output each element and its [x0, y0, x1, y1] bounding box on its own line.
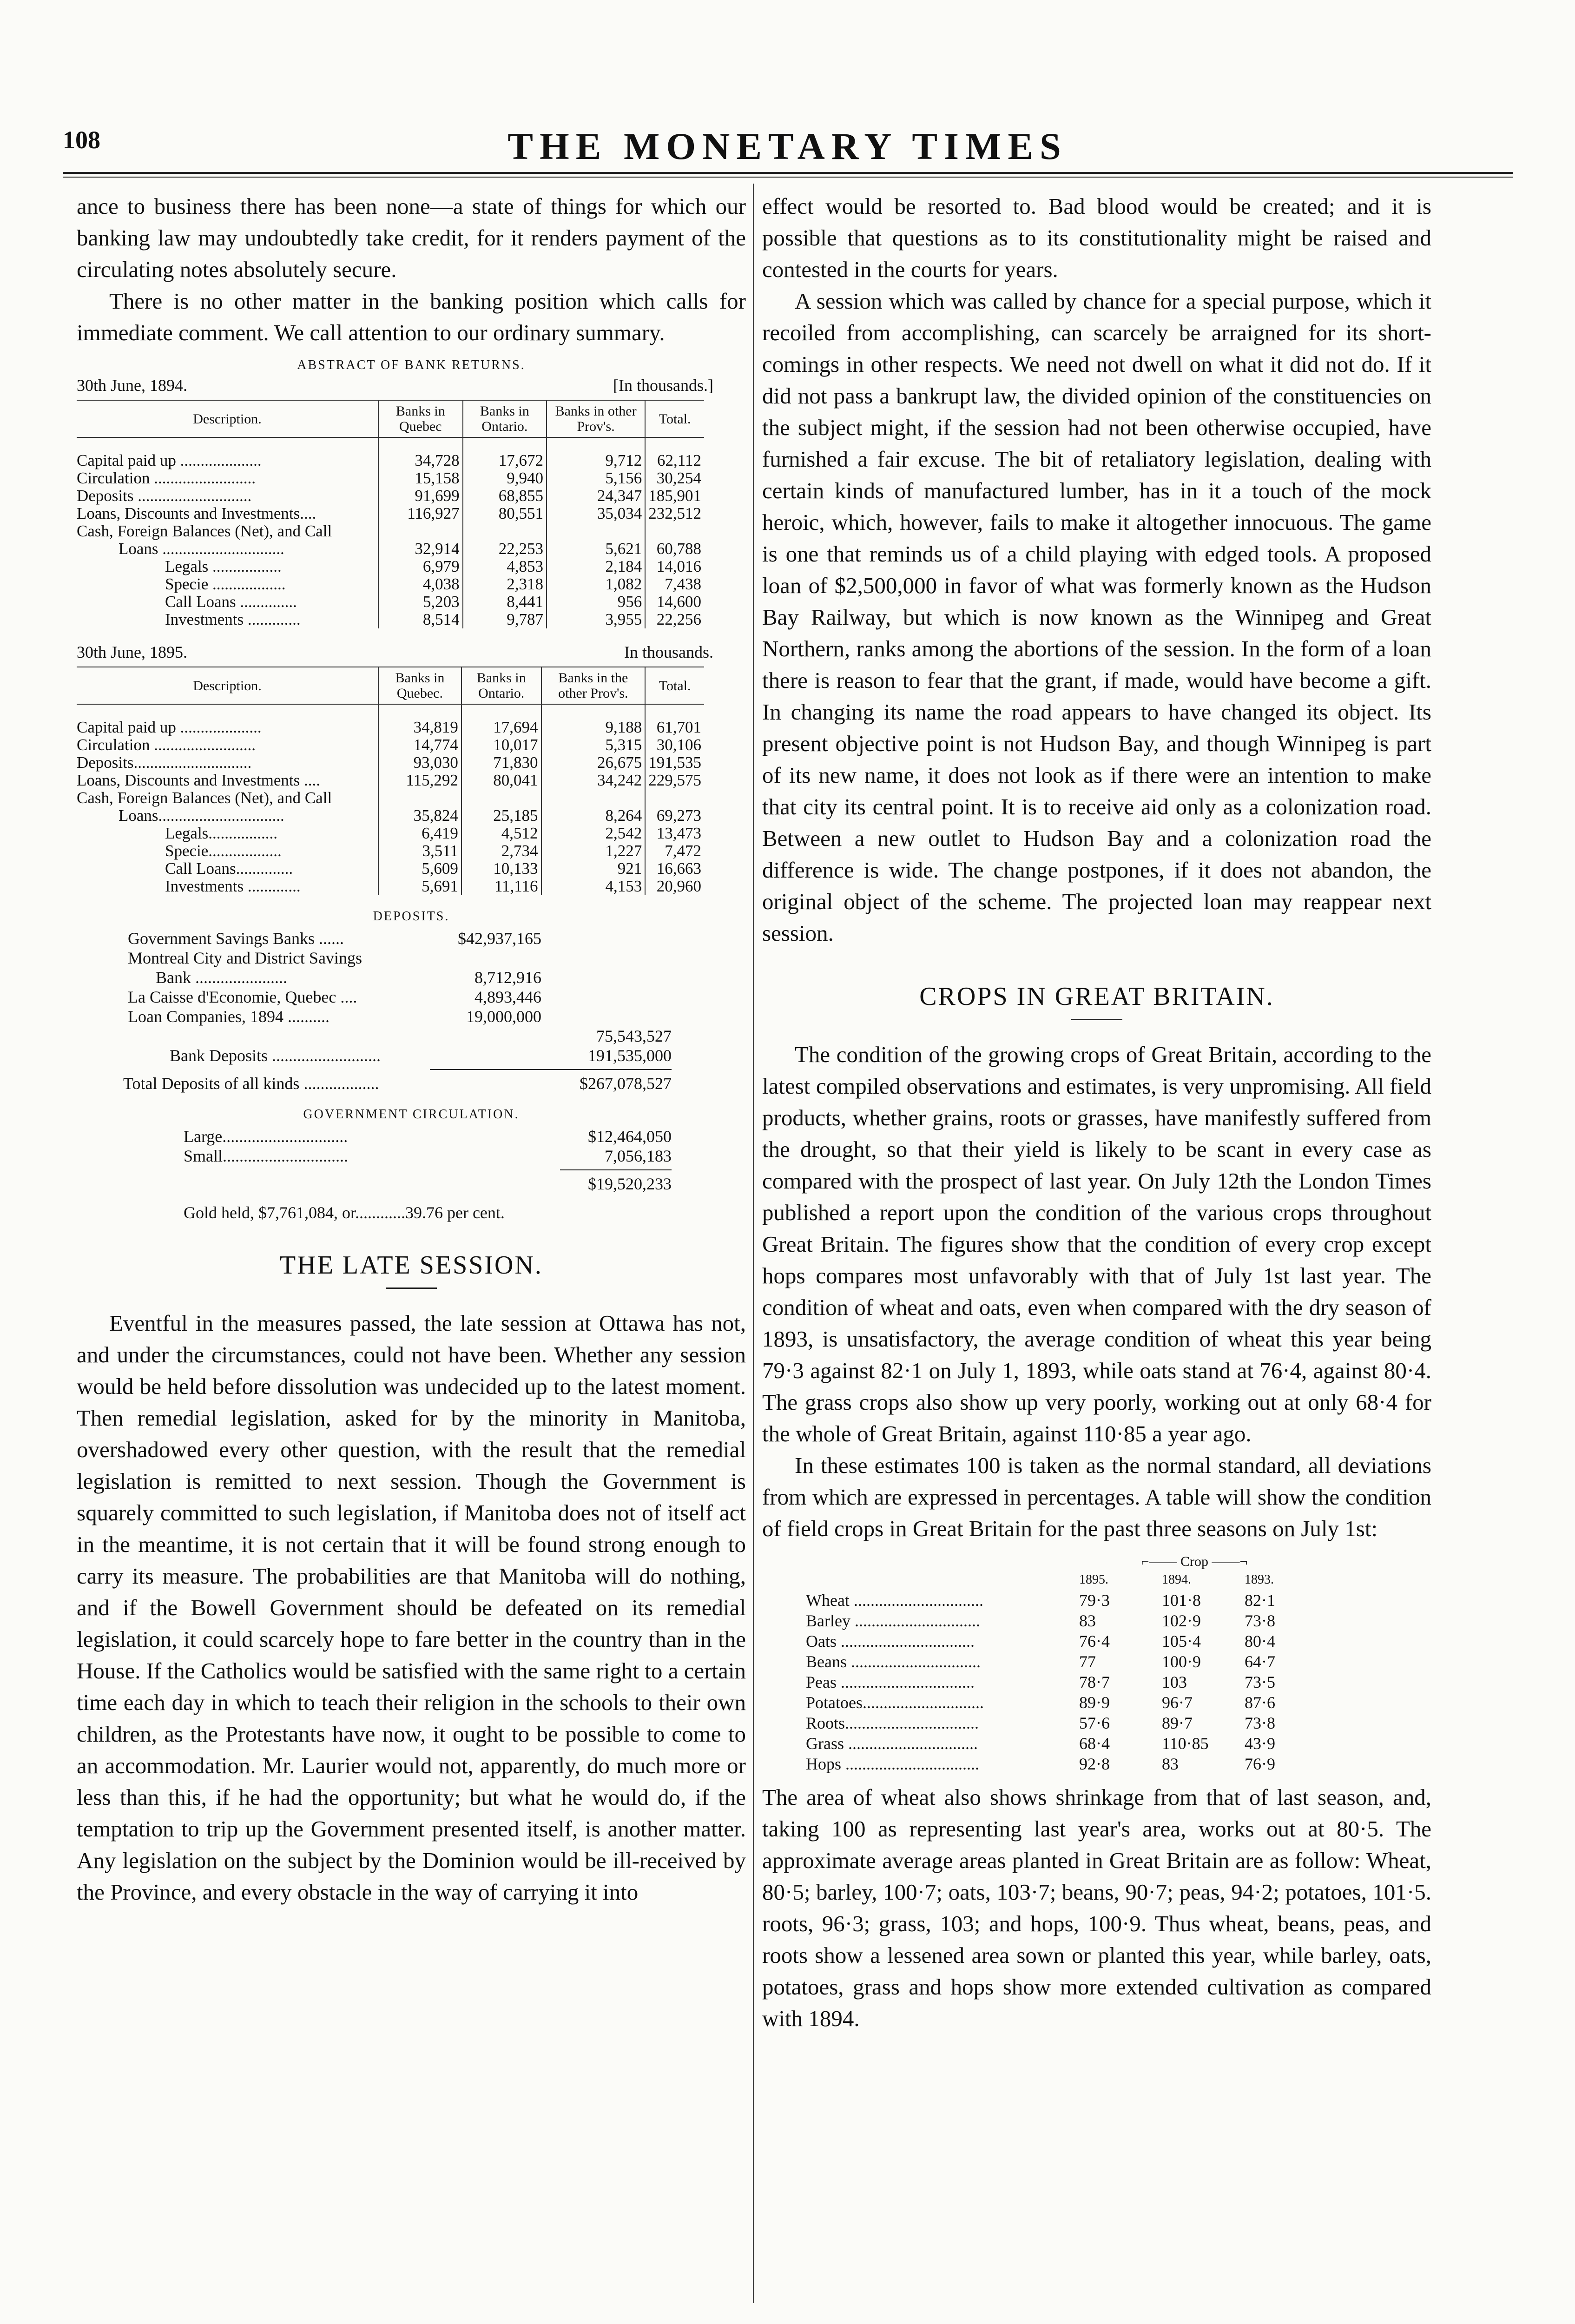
circulation-rule: [560, 1169, 672, 1170]
crop-value: 68·4: [1079, 1734, 1110, 1753]
table-row: [77, 860, 704, 878]
deposit-row: [77, 1046, 746, 1065]
crop-year: 1895.: [1079, 1572, 1108, 1587]
row-label: Deposits.............................: [77, 753, 252, 772]
row-value: 9,940: [463, 469, 547, 487]
crop-value: 83: [1079, 1611, 1096, 1630]
deposit-subtotal: [541, 987, 672, 1007]
table-header-cell: Banks in the other Prov's.: [541, 667, 646, 704]
row-value: 4,153: [541, 878, 646, 895]
circulation-list: [77, 1127, 746, 1166]
deposit-label: Government Savings Banks ......: [128, 929, 344, 948]
table-row: [77, 789, 704, 807]
table1-date-row: [77, 376, 746, 395]
table-row: [77, 611, 704, 628]
header-rule: [63, 172, 1513, 174]
row-value: 35,034: [547, 505, 645, 522]
row-value: 80,041: [461, 772, 541, 789]
table-row: [77, 754, 704, 772]
row-value: 5,315: [541, 736, 646, 754]
row-value: 1,227: [541, 842, 646, 860]
crop-value: 73·8: [1245, 1714, 1275, 1732]
row-value: 68,855: [463, 487, 547, 505]
row-value: 24,347: [547, 487, 645, 505]
row-label: Capital paid up ....................: [77, 718, 262, 736]
table-header-cell: Total.: [645, 400, 704, 437]
crop-name: Beans ...............................: [806, 1652, 981, 1671]
row-value: 20,960: [645, 878, 704, 895]
row-value: 17,694: [461, 719, 541, 736]
bank-returns-1895: [77, 667, 704, 895]
crop-value: 73·5: [1245, 1673, 1275, 1691]
deposit-row: [77, 1007, 746, 1026]
crop-value: 92·8: [1079, 1755, 1110, 1773]
row-value: 14,774: [378, 736, 461, 754]
deposit-subtotal: 191,535,000: [588, 1046, 672, 1065]
row-value: [547, 522, 645, 540]
title-rule: [386, 1287, 437, 1289]
table-row: [77, 593, 704, 611]
row-label: Loans, Discounts and Investments....: [77, 504, 316, 522]
crop-name: Barley ..............................: [806, 1611, 980, 1630]
row-value: 9,188: [541, 719, 646, 736]
table1-date: 30th June, 1894.: [77, 376, 187, 395]
row-value: 7,472: [645, 842, 704, 860]
row-value: 32,914: [378, 540, 463, 558]
intro-para-1: ance to business there has been none—a state of things for which our banking law may undoubtedly take credit, for it renders payment of the circulating notes absolutely secure.: [77, 193, 746, 282]
row-value: 10,133: [461, 860, 541, 878]
table-header-cell: Banks in Ontario.: [461, 667, 541, 704]
crop-name: Wheat ...............................: [806, 1591, 983, 1610]
deposits-total-label: Total Deposits of all kinds ..................: [123, 1074, 379, 1093]
row-value: 17,672: [463, 452, 547, 469]
table2-date: 30th June, 1895.: [77, 643, 187, 661]
row-label: Circulation .........................: [77, 469, 256, 487]
deposit-amount: $42,937,165: [458, 929, 541, 948]
table-row: [77, 825, 704, 842]
crops-para-3: The area of wheat also shows shrinkage from that of last season, and, taking 100 as representing last year's area, works out at 80·5. The approximate average areas planted in Great Britain are as follow: Wheat, 80·5; barley, 100·7; oats, 103·7; beans, 90·7; peas, 94·2; potatoes, 101·5. roots, 96·3; grass, 103; and hops, 100·9. Thus wheat, beans, peas, and roots show a lessened area sown or planted this year, while barley, oats, potatoes, grass and hops show more extended cultivation as compared with 1894.: [762, 1784, 1431, 2031]
row-value: 26,675: [541, 754, 646, 772]
deposit-row: [77, 968, 746, 987]
row-value: 956: [547, 593, 645, 611]
row-value: 2,318: [463, 575, 547, 593]
row-label: Call Loans..............: [165, 859, 293, 878]
row-value: 2,184: [547, 558, 645, 575]
circulation-row: [77, 1146, 746, 1166]
table-row: [77, 452, 704, 469]
row-value: [541, 789, 646, 807]
row-value: 61,701: [645, 719, 704, 736]
crop-value: 83: [1162, 1755, 1179, 1773]
crop-value: 103: [1162, 1673, 1187, 1691]
crop-value: 110·85: [1162, 1734, 1209, 1753]
header-rule-thin: [63, 177, 1513, 178]
table-row: [77, 807, 704, 825]
deposit-label: La Caisse d'Economie, Quebec ....: [128, 988, 357, 1006]
table2-date-row: [77, 642, 746, 662]
row-value: 80,551: [463, 505, 547, 522]
crop-name: Grass ...............................: [806, 1734, 978, 1753]
deposits-list: [77, 929, 746, 1065]
deposits-total-value: $267,078,527: [580, 1074, 672, 1093]
row-value: 185,901: [645, 487, 704, 505]
crop-year: 1893.: [1245, 1572, 1274, 1587]
table-row: [77, 487, 704, 505]
row-label: Investments .............: [165, 877, 301, 895]
circulation-label: Small..............................: [184, 1147, 349, 1165]
crop-value: 80·4: [1245, 1632, 1275, 1651]
crop-value: 76·9: [1245, 1755, 1275, 1773]
crop-row: [799, 1611, 1321, 1631]
row-value: 93,030: [378, 754, 461, 772]
crop-value: 101·8: [1162, 1591, 1201, 1610]
row-label: Capital paid up ....................: [77, 451, 262, 469]
crop-value: 79·3: [1079, 1591, 1110, 1610]
row-value: 229,575: [645, 772, 704, 789]
crops-para-2: In these estimates 100 is taken as the normal standard, all deviations from which are expressed in percentages. A table will show the condition of field crops in Great Britain for the past three seasons on July 1st:: [762, 1452, 1431, 1541]
row-value: 8,514: [378, 611, 463, 628]
row-value: [461, 789, 541, 807]
row-value: 7,438: [645, 575, 704, 593]
crop-row: [799, 1733, 1321, 1754]
deposit-label: Montreal City and District Savings: [128, 949, 362, 967]
row-value: 30,106: [645, 736, 704, 754]
row-value: 9,787: [463, 611, 547, 628]
deposit-amount: [430, 1026, 541, 1046]
table-header-cell: Description.: [77, 667, 378, 704]
row-label: Loans, Discounts and Investments ....: [77, 771, 320, 789]
table1-note: [In thousands.]: [613, 376, 713, 395]
deposit-subtotal: [541, 1007, 672, 1026]
row-label: Legals .................: [165, 557, 282, 575]
row-value: 1,082: [547, 575, 645, 593]
deposit-amount: [430, 1046, 541, 1065]
row-value: [378, 522, 463, 540]
crop-label: Crop: [1180, 1554, 1208, 1569]
crops-title-rule: [1071, 1019, 1122, 1020]
row-label: Circulation .........................: [77, 736, 256, 754]
row-value: 16,663: [645, 860, 704, 878]
crop-value: 102·9: [1162, 1611, 1201, 1630]
crop-value: 77: [1079, 1652, 1096, 1671]
row-value: 34,819: [378, 719, 461, 736]
crop-value: 57·6: [1079, 1714, 1110, 1732]
deposits-total-row: [77, 1074, 746, 1093]
abstract-caption: ABSTRACT OF BANK RETURNS.: [297, 358, 526, 372]
column-divider: [753, 184, 754, 2303]
gold-held: Gold held, $7,761,084, or............39.76 per cent.: [184, 1203, 505, 1222]
deposit-subtotal: 75,543,527: [596, 1027, 672, 1045]
deposit-amount: 8,712,916: [474, 968, 541, 987]
row-value: [463, 522, 547, 540]
row-value: 30,254: [645, 469, 704, 487]
row-value: 5,203: [378, 593, 463, 611]
deposit-label: Loan Companies, 1894 ..........: [128, 1007, 329, 1026]
circulation-value: 7,056,183: [605, 1147, 672, 1165]
table-row: [77, 719, 704, 736]
deposits-rule: [430, 1069, 672, 1070]
crop-row: [799, 1672, 1321, 1692]
row-value: 14,016: [645, 558, 704, 575]
crops-para-1: The condition of the growing crops of Great Britain, according to the latest compiled observations and estimates, is very unpromising. All field products, whether grains, roots or grasses, have manifestly suffered from the drought, so that their yield is likely to be scant in every case as compared with the prospect of last year. On July 12th the London Times published a report upon the condition of the various crops throughout Great Britain. The figures show that the condition of every crop except hops compares most unfavorably with that of July 1st last year. The condition of wheat and oats, even when compared with the dry season of 1893, is unsatisfactory, the average condition of wheat this year being 79·3 against 82·1 on July 1, 1893, while oats stand at 76·4, against 80·4. The grass crops also show up very poorly, working out at only 68·4 for the whole of Great Britain, against 110·85 a year ago.: [762, 1042, 1431, 1446]
late-session-title: THE LATE SESSION.: [280, 1251, 543, 1280]
crops-title: CROPS IN GREAT BRITAIN.: [919, 982, 1274, 1011]
continuation-text: effect would be resorted to. Bad blood would be created; and it is possible that questions as to its constitutionality might be raised and contested in the courts for years.: [762, 193, 1431, 282]
page-number: 108: [63, 126, 100, 154]
crop-name: Oats ................................: [806, 1632, 975, 1651]
row-value: 62,112: [645, 452, 704, 469]
row-value: 4,853: [463, 558, 547, 575]
bank-returns-1894: [77, 400, 704, 628]
deposit-subtotal: [541, 929, 672, 948]
deposit-label: Bank Deposits ..........................: [170, 1046, 381, 1065]
circulation-sum: $19,520,233: [588, 1175, 672, 1193]
table-row: [77, 522, 704, 540]
crop-value: 89·9: [1079, 1693, 1110, 1712]
crop-value: 105·4: [1162, 1632, 1201, 1651]
row-value: 25,185: [461, 807, 541, 825]
row-value: 921: [541, 860, 646, 878]
row-label: Cash, Foreign Balances (Net), and Call: [77, 522, 332, 540]
table-row: [77, 878, 704, 895]
row-value: 115,292: [378, 772, 461, 789]
crop-value: 43·9: [1245, 1734, 1275, 1753]
crop-name: Potatoes.............................: [806, 1693, 984, 1712]
table-row: [77, 540, 704, 558]
circulation-value: $12,464,050: [588, 1127, 672, 1146]
row-value: 191,535: [645, 754, 704, 772]
crop-value: 82·1: [1245, 1591, 1275, 1610]
row-label: Cash, Foreign Balances (Net), and Call: [77, 789, 332, 807]
late-session-text: Eventful in the measures passed, the late session at Ottawa has not, and under the circumstances, could not have been. Whether any session would be held before dissolution was undecided up to the latest moment. Then remedial legislation, asked for by the minority in Manitoba, overshadowed every other question, with the result that the remedial legislation is remitted to next session. Though the Government is squarely committed to such legislation, if Manitoba does not of itself act in the meantime, it is not certain that it will be found strong enough to carry its measure. The probabilities are that Manitoba will do nothing, and if the Bowell Government should be defeated on its remedial legislation, it could scarcely hope to fare better in the country than in the House. If the Catholics would be satisfied with the same right to a certain time each day in which to teach their religion in the schools to their own children, as the Protestants have now, it ought to be possible to come to an accommodation. Mr. Laurier would not, apparently, do much more or less than this, if he had the opportunity; but what he would do, if the temptation to trip up the Government presented itself, is another matter. Any legislation on the subject by the Dominion would be ill-received by the Province, and every obstacle in the way of carrying it into: [77, 1310, 746, 1905]
crop-row: [799, 1651, 1321, 1672]
row-value: 4,038: [378, 575, 463, 593]
crop-value: 64·7: [1245, 1652, 1275, 1671]
row-label: Deposits ............................: [77, 487, 252, 505]
crop-row: [799, 1631, 1321, 1651]
row-value: 116,927: [378, 505, 463, 522]
deposit-row: [77, 948, 746, 968]
row-value: 71,830: [461, 754, 541, 772]
row-label: Specie..................: [165, 842, 282, 860]
deposit-subtotal: [541, 948, 672, 968]
row-label: Loans...............................: [119, 806, 284, 825]
right-column: [762, 191, 1431, 2034]
row-value: 10,017: [461, 736, 541, 754]
deposits-heading: DEPOSITS.: [373, 909, 450, 924]
row-value: [378, 789, 461, 807]
row-label: Legals.................: [165, 824, 278, 842]
table-header-cell: Total.: [645, 667, 704, 704]
circulation-heading: GOVERNMENT CIRCULATION.: [303, 1107, 520, 1122]
table-header-cell: Banks in Ontario.: [463, 400, 547, 437]
row-value: 22,253: [463, 540, 547, 558]
table-row: [77, 469, 704, 487]
row-value: 69,273: [645, 807, 704, 825]
table-header-cell: Banks in Quebec.: [378, 667, 461, 704]
row-value: 11,116: [461, 878, 541, 895]
crop-value: 76·4: [1079, 1632, 1110, 1651]
table-header-cell: Description.: [77, 400, 378, 437]
row-value: 22,256: [645, 611, 704, 628]
row-value: 13,473: [645, 825, 704, 842]
row-value: [645, 522, 704, 540]
crop-value: 96·7: [1162, 1693, 1193, 1712]
table-row: [77, 842, 704, 860]
row-value: 60,788: [645, 540, 704, 558]
row-value: [645, 789, 704, 807]
row-value: 8,441: [463, 593, 547, 611]
row-label: Specie ..................: [165, 575, 286, 593]
crop-value: 89·7: [1162, 1714, 1193, 1732]
table-row: [77, 575, 704, 593]
circulation-sum-row: [77, 1174, 746, 1194]
table-row: [77, 772, 704, 789]
table-row: [77, 736, 704, 754]
left-column: [77, 191, 746, 1908]
crop-value: 73·8: [1245, 1611, 1275, 1630]
row-value: 9,712: [547, 452, 645, 469]
crop-row: [799, 1590, 1321, 1611]
row-label: Call Loans ..............: [165, 593, 297, 611]
row-value: 8,264: [541, 807, 646, 825]
row-label: Investments .............: [165, 610, 301, 628]
row-value: 2,734: [461, 842, 541, 860]
gold-held-row: [77, 1203, 746, 1222]
circulation-row: [77, 1127, 746, 1146]
row-value: 35,824: [378, 807, 461, 825]
row-label: Loans ..............................: [119, 540, 284, 558]
crop-group-label: ⌐—— Crop ——¬: [1141, 1554, 1248, 1569]
row-value: 6,979: [378, 558, 463, 575]
crop-name: Hops ................................: [806, 1755, 980, 1773]
row-value: 34,242: [541, 772, 646, 789]
table-header-cell: Banks in other Prov's.: [547, 400, 645, 437]
intro-para-2: There is no other matter in the banking position which calls for immediate comment. We call attention to our ordinary summary.: [77, 288, 746, 345]
row-value: 2,542: [541, 825, 646, 842]
deposit-label: Bank ......................: [156, 968, 287, 987]
crop-condition-table: [799, 1570, 1321, 1774]
row-value: 5,156: [547, 469, 645, 487]
crop-value: 100·9: [1162, 1652, 1201, 1671]
row-value: 5,621: [547, 540, 645, 558]
crop-row: [799, 1713, 1321, 1733]
crop-year: 1894.: [1162, 1572, 1191, 1587]
deposit-row: [77, 987, 746, 1007]
circulation-label: Large..............................: [184, 1127, 348, 1146]
row-value: 232,512: [645, 505, 704, 522]
session-paragraph: A session which was called by chance for a special purpose, which it recoiled from accomplishing, can scarcely be arraigned for its short-comings in other respects. We need not dwell on what it did not do. If it did not pass a bankrupt law, the divided opinion of the constituencies on the subject might, if the session had not been otherwise occupied, have furnished a fair excuse. The bit of retaliatory legislation, dealing with certain kinds of manufactured lumber, has in it a touch of the mock heroic, which, however, fails to make it altogether innocuous. The game is one that reminds us of a child playing with edged tools. A proposed loan of $2,500,000 in favor of what was formerly known as the Hudson Bay Railway, but which is now known as the Winnipeg and Great Northern, ranks among the abortions of the session. In the form of a loan there is reason to fear that the grant, if made, would have become a gift. In changing its name the road appears to have changed its object. Its present objective point is not Hudson Bay, and though Winnipeg is part of its new name, it does not look as if there were an intention to make that city its central point. It is to receive aid only as a colonization road. Between a new outlet to Hudson Bay and a colonization road the difference is wide. The change postpones, if it does not abandon, the original object of the scheme. The projected loan may reappear next session.: [762, 288, 1431, 946]
row-value: 15,158: [378, 469, 463, 487]
deposit-amount: 19,000,000: [466, 1007, 541, 1026]
deposit-amount: [430, 948, 541, 968]
table-row: [77, 558, 704, 575]
crop-value: 78·7: [1079, 1673, 1110, 1691]
table2-note: In thousands.: [624, 643, 713, 661]
crop-row: [799, 1754, 1321, 1774]
crop-name: Roots................................: [806, 1714, 979, 1732]
row-value: 91,699: [378, 487, 463, 505]
table-row: [77, 505, 704, 522]
masthead: THE MONETARY TIMES: [507, 125, 1068, 167]
row-value: 5,691: [378, 878, 461, 895]
deposit-label: [77, 1026, 430, 1046]
row-value: 34,728: [378, 452, 463, 469]
row-value: 3,955: [547, 611, 645, 628]
row-value: 6,419: [378, 825, 461, 842]
deposit-subtotal: [541, 968, 672, 987]
crop-row: [799, 1692, 1321, 1713]
table-header-cell: Banks in Quebec: [378, 400, 463, 437]
deposit-amount: 4,893,446: [474, 988, 541, 1006]
row-value: 4,512: [461, 825, 541, 842]
deposit-row: [77, 1026, 746, 1046]
row-value: 14,600: [645, 593, 704, 611]
row-value: 5,609: [378, 860, 461, 878]
crop-name: Peas ................................: [806, 1673, 975, 1691]
deposit-row: [77, 929, 746, 948]
crop-value: 87·6: [1245, 1693, 1275, 1712]
row-value: 3,511: [378, 842, 461, 860]
